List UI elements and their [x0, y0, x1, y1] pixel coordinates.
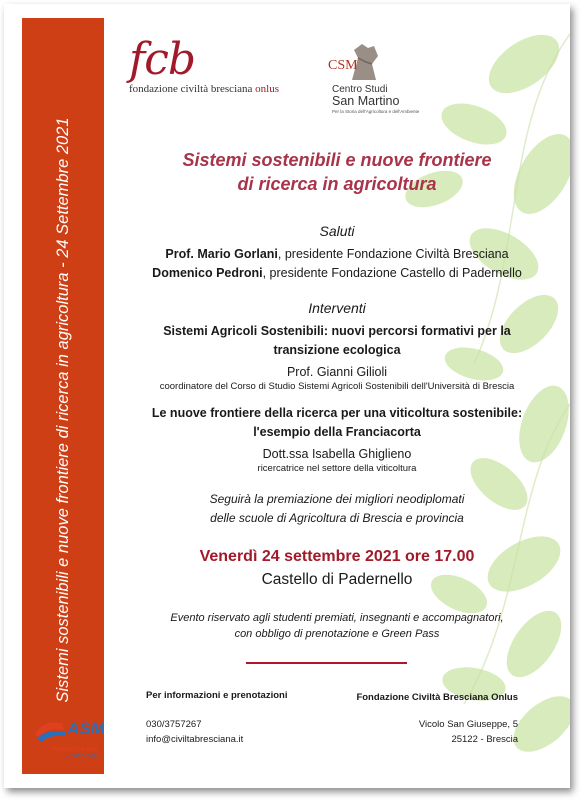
saluti-speakers: [104, 245, 570, 283]
talk-1-title-line2: transizione ecologica: [273, 343, 401, 357]
talk-2-title: [104, 404, 570, 442]
invitation-sheet: [4, 4, 570, 788]
speaker-role: , presidente Fondazione Civiltà Bresciana: [277, 247, 509, 261]
address-block: [334, 690, 518, 747]
phone-number: 030/3757267: [146, 719, 202, 730]
interventi-heading: Interventi: [308, 300, 366, 316]
asm-caption-2: GRUPPO A2A: [64, 753, 97, 759]
fcb-onlus: onlus: [255, 83, 279, 95]
talk-2-speaker-role: ricercatrice nel settore della viticoltura: [257, 463, 417, 474]
csm-line2: San Martino: [332, 94, 400, 108]
event-title-line2: di ricerca in agricoltura: [237, 174, 437, 194]
premiazione-line2: delle scuole di Agricoltura di Brescia e provincia: [210, 511, 464, 525]
fcb-logo: [129, 34, 279, 95]
talk-2-title-line2: l'esempio della Franciacorta: [253, 425, 421, 439]
csm-line3: Per la Storia dell'Agricoltura e dell'Ambiente: [332, 109, 420, 114]
event-title-line1: Sistemi sostenibili e nuove frontiere: [182, 150, 492, 170]
saluti-speaker-2: [104, 264, 570, 283]
asm-hands-icon: [33, 714, 103, 742]
talk-1-title-line1: Sistemi Agricoli Sostenibili: nuovi percorsi formativi per la: [163, 324, 511, 338]
talk-2-title-line1: Le nuove frontiere della ricerca per una viticoltura sostenibile:: [151, 406, 523, 420]
event-place: Castello di Padernello: [261, 571, 413, 588]
saluti-speaker-1: [104, 245, 570, 264]
speaker-name: Domenico Pedroni: [152, 266, 263, 280]
email-link[interactable]: info@civiltabresciana.it: [146, 734, 244, 745]
asm-caption-1: FONDAZIONE ASM: [52, 747, 97, 753]
org-name: Fondazione Civiltà Bresciana Onlus: [356, 692, 518, 703]
address-city: 25122 - Brescia: [451, 734, 518, 745]
premiazione-line1: Seguirà la premiazione dei migliori neodiplomati: [209, 492, 465, 506]
sidebar-band: [22, 18, 104, 774]
fcb-logo-caption: [129, 83, 279, 95]
talk-1-title: [104, 322, 570, 360]
event-date: Venerdì 24 settembre 2021 ore 17.00: [199, 548, 475, 565]
sidebar-title: Sistemi sostenibili e nuove frontiere di ricerca in agricoltura - 24 Settembre 2021: [54, 117, 72, 703]
fcb-org-name: fondazione civiltà bresciana: [129, 83, 253, 95]
address-street: Vicolo San Giuseppe, 5: [418, 719, 518, 730]
saluti-heading: Saluti: [319, 223, 355, 239]
attendance-note-line1: Evento riservato agli studenti premiati, insegnanti e accompagnatori,: [170, 612, 504, 624]
talk-1-speaker-role: coordinatore del Corso di Studio Sistemi Agricoli Sostenibili dell'Università di Brescia: [159, 381, 515, 392]
asm-logo: [33, 714, 103, 760]
attendance-note-line2: con obbligo di prenotazione e Green Pass: [234, 628, 440, 640]
talk-2-speaker: Dott.ssa Isabella Ghiglieno: [262, 447, 412, 461]
divider-rule: [246, 662, 407, 664]
talk-1-speaker: Prof. Gianni Gilioli: [286, 365, 388, 379]
info-block: [146, 688, 287, 747]
speaker-name: Prof. Mario Gorlani: [165, 247, 278, 261]
csm-letters: CSM: [328, 58, 358, 73]
speaker-role: , presidente Fondazione Castello di Padernello: [262, 266, 522, 280]
fcb-logo-mark: fcb: [129, 34, 196, 85]
csm-logo: [322, 40, 420, 114]
csm-line1: Centro Studi: [332, 84, 388, 95]
attendance-note: [104, 610, 570, 642]
info-heading: Per informazioni e prenotazioni: [146, 690, 288, 701]
premiazione-note: [104, 490, 570, 528]
asm-logo-text: ASM: [67, 719, 103, 738]
event-title: [104, 148, 570, 196]
